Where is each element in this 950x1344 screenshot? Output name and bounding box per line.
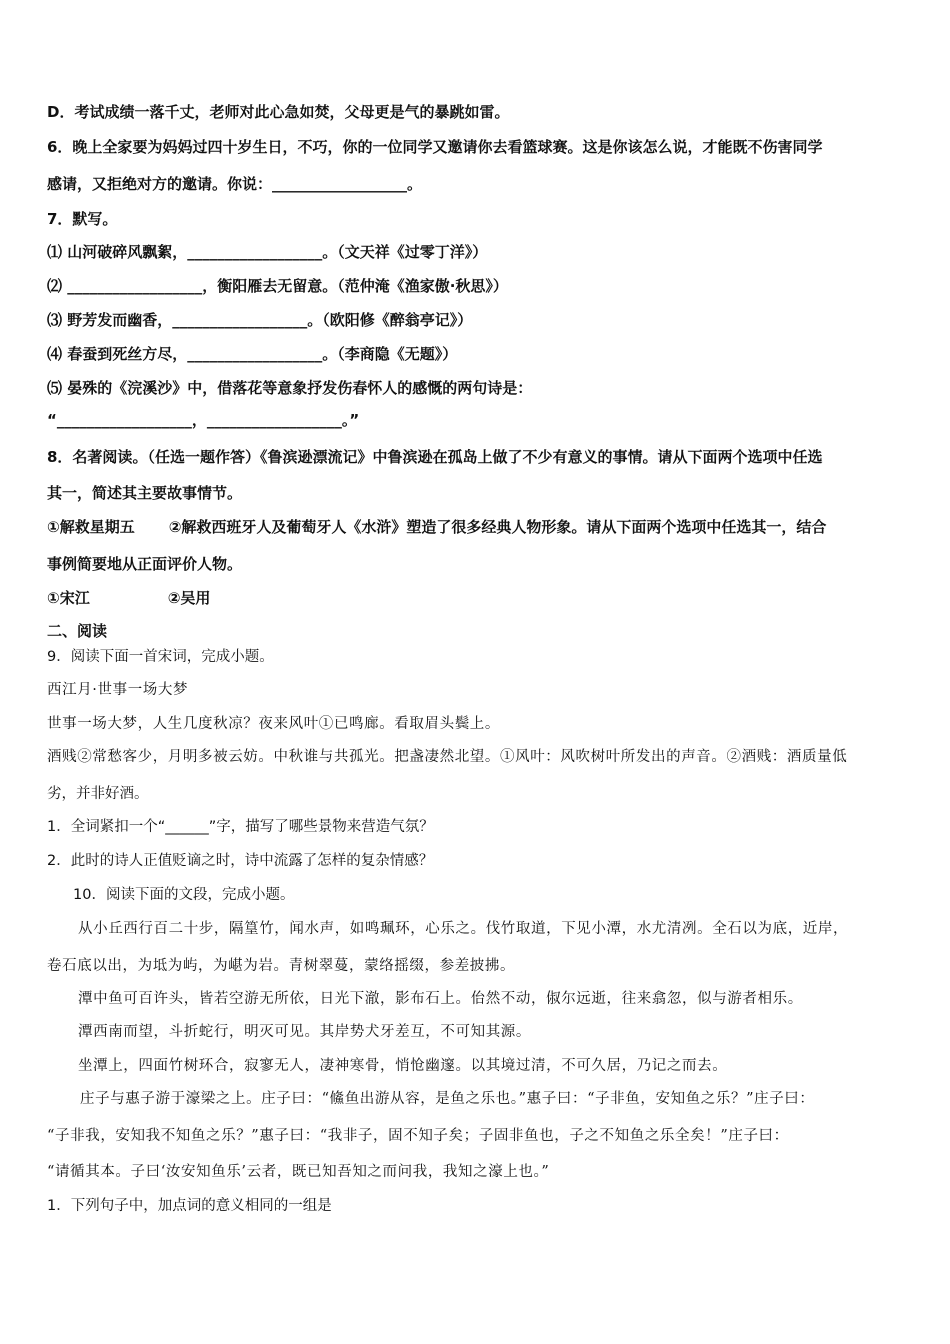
passage-p3: 潭西南而望，斗折蛇行，明灭可见。其岸势犬牙差互，不可知其源。 bbox=[78, 1024, 531, 1040]
poem-line-2: 酒贱②常愁客少，月明多被云妨。中秋谁与共孤光。把盏凄然北望。①风叶：风吹树叶所发出的声音。②酒贱：酒质量低 bbox=[47, 749, 848, 765]
passage-p5-line-2: “子非我，安知我不知鱼之乐？”惠子曰：“我非子，固不知子矣；子固非鱼也，子之不知鱼之乐全矣！”庄子曰： bbox=[47, 1128, 789, 1144]
q9-sub-2: 2．此时的诗人正值贬谪之时，诗中流露了怎样的复杂情感？ bbox=[47, 853, 434, 869]
q7-title: 7．默写。 bbox=[47, 210, 118, 228]
q7-item-5-blanks: “__________________，__________________。” bbox=[47, 411, 360, 429]
q7-item-3: ⑶ 野芳发而幽香，__________________。（欧阳修《醉翁亭记》） bbox=[47, 311, 473, 329]
q8-line-2: 其一，简述其主要故事情节。 bbox=[47, 484, 243, 502]
q8-options-2 bbox=[47, 587, 912, 609]
q8-option-1: ①解救星期五 bbox=[47, 518, 135, 536]
poem-note-end: 劣，并非好酒。 bbox=[47, 786, 149, 802]
poem-title: 西江月·世事一场大梦 bbox=[47, 682, 189, 698]
q10-sub-1: 1．下列句子中，加点词的意义相同的一组是 bbox=[47, 1198, 332, 1214]
q9-title: 9．阅读下面一首宋词，完成小题。 bbox=[47, 649, 274, 665]
q8-option-2: ②解救西班牙人及葡萄牙人《水浒》塑造了很多经典人物形象。请从下面两个选项中任选其一，结合 bbox=[168, 518, 827, 536]
poem-line-1: 世事一场大梦，人生几度秋凉？夜来风叶①已鸣廊。看取眉头鬓上。 bbox=[47, 716, 500, 732]
q6-line-2: 感请，又拒绝对方的邀请。你说：__________________。 bbox=[47, 175, 423, 193]
passage-p1-line-1: 从小丘西行百二十步，隔篁竹，闻水声，如鸣珮环，心乐之。伐竹取道，下见小潭，水尤清冽。全石以为底，近岸， bbox=[78, 921, 849, 937]
passage-p1-line-2: 卷石底以出，为坻为屿，为嵁为岩。青树翠蔓，蒙络摇缀，参差披拂。 bbox=[47, 958, 516, 974]
option-d-line: D．考试成绩一落千丈，老师对此心急如焚，父母更是气的暴跳如雷。 bbox=[47, 103, 510, 121]
q10-title: 10．阅读下面的文段，完成小题。 bbox=[73, 887, 295, 903]
q8-option-wuyong: ②吴用 bbox=[167, 589, 211, 607]
section-2-heading: 二、阅读 bbox=[47, 622, 108, 640]
q7-item-4: ⑷ 春蚕到死丝方尽，__________________。（李商隐《无题》） bbox=[47, 345, 458, 363]
passage-p4: 坐潭上，四面竹树环合，寂寥无人，凄神寒骨，悄怆幽邃。以其境过清，不可久居，乃记之而去。 bbox=[78, 1058, 728, 1074]
passage-p2: 潭中鱼可百许头，皆若空游无所依，日光下澈，影布石上。佁然不动，俶尔远逝，往来翕忽，似与游者相乐。 bbox=[78, 991, 803, 1007]
passage-p5-line-1: 庄子与惠子游于濠梁之上。庄子曰：“鯈鱼出游从容，是鱼之乐也。”惠子曰：“子非鱼，安知鱼之乐？”庄子曰： bbox=[80, 1091, 815, 1107]
q8-line-4: 事例简要地从正面评价人物。 bbox=[47, 555, 243, 573]
passage-p5-line-3: “请循其本。子曰‘汝安知鱼乐’云者，既已知吾知之而问我，我知之濠上也。” bbox=[47, 1164, 550, 1180]
q7-item-2: ⑵ __________________，衡阳雁去无留意。（范仲淹《渔家傲·秋思》） bbox=[47, 277, 508, 295]
q7-item-5: ⑸ 晏殊的《浣溪沙》中，借落花等意象抒发伤春怀人的感慨的两句诗是： bbox=[47, 379, 533, 397]
q7-item-1: ⑴ 山河破碎风飘絮，__________________。（文天祥《过零丁洋》） bbox=[47, 243, 488, 261]
q9-sub-1: 1．全词紧扣一个“______”字，描写了哪些景物来营造气氛？ bbox=[47, 819, 434, 835]
q8-option-songjiang: ①宋江 bbox=[47, 589, 90, 607]
q8-options-line bbox=[47, 516, 912, 538]
q8-line-1: 8．名著阅读。（任选一题作答）《鲁滨逊漂流记》中鲁滨逊在孤岛上做了不少有意义的事情。请从下面两个选项中任选 bbox=[47, 448, 823, 466]
q6-line-1: 6．晚上全家要为妈妈过四十岁生日，不巧，你的一位同学又邀请你去看篮球赛。这是你该怎么说，才能既不伤害同学 bbox=[47, 138, 823, 156]
